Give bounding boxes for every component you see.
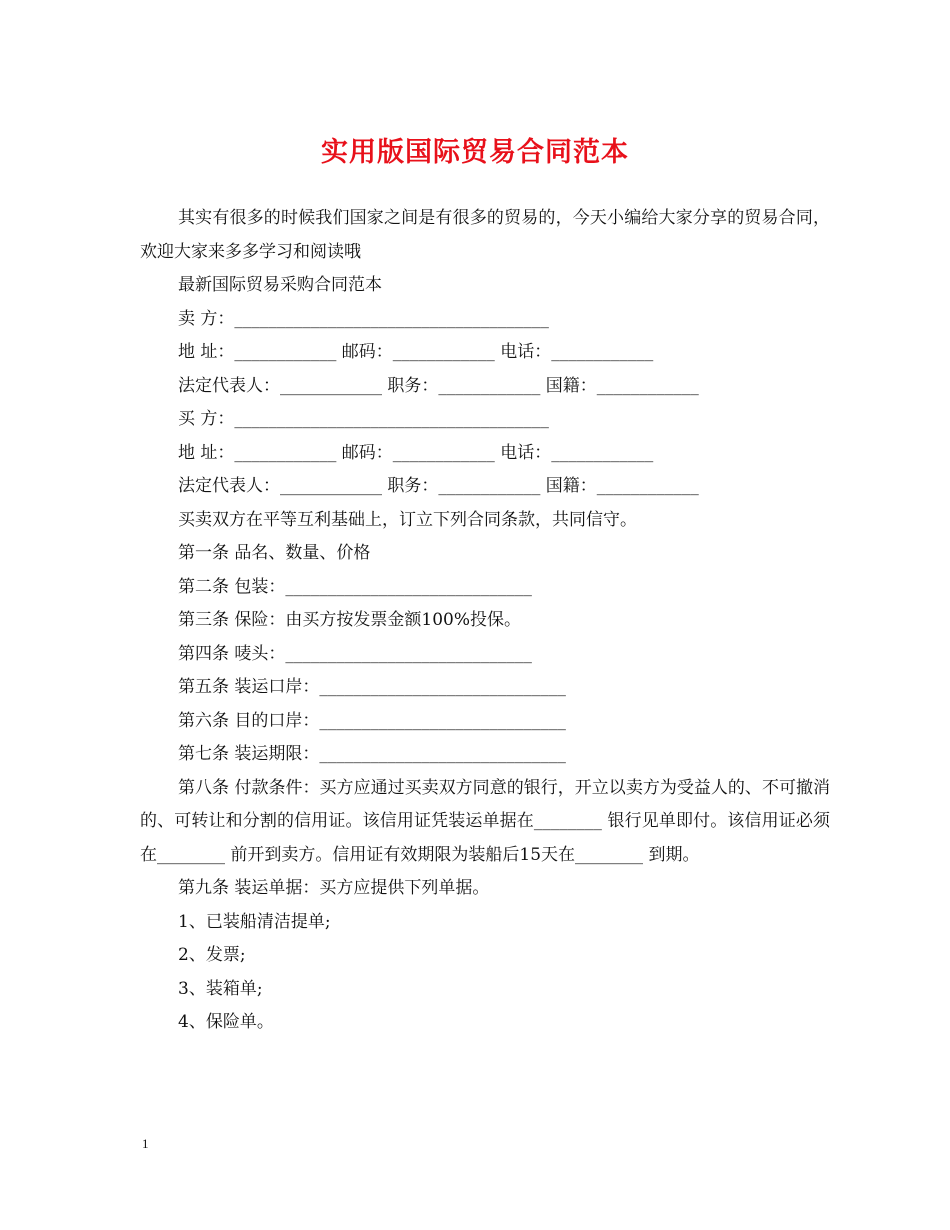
article-4: 第四条 唛头：_____________________________ bbox=[178, 643, 532, 664]
intro-paragraph: 其实有很多的时候我们国家之间是有很多的贸易的，今天小编给大家分享的贸易合同，欢迎大家来多多学习和阅读哦 bbox=[140, 208, 830, 262]
document-body bbox=[140, 202, 830, 1040]
seller-address-line: 地 址：____________ 邮码：____________ 电话：____________ bbox=[178, 342, 654, 362]
article-8: 第八条 付款条件：买方应通过买卖双方同意的银行，开立以卖方为受益人的、不可撤消的、可转让和分割的信用证。该信用证凭装运单据在________ 银行见单即付。该信用证必须在________ 前开到卖方。信用证有效期限为装船后15天在________ 到期。 bbox=[140, 777, 830, 865]
agreement-statement: 买卖双方在平等互利基础上，订立下列合同条款，共同信守。 bbox=[178, 509, 637, 530]
article-5: 第五条 装运口岸：_____________________________ bbox=[178, 677, 566, 697]
page-title: 实用版国际贸易合同范本 bbox=[321, 137, 629, 168]
article-6: 第六条 目的口岸：_____________________________ bbox=[178, 710, 566, 731]
article-9: 第九条 装运单据：买方应提供下列单据。 bbox=[178, 878, 490, 898]
seller-name-line: 卖 方：_____________________________________ bbox=[178, 308, 549, 329]
buyer-name-line: 买 方：_____________________________________ bbox=[178, 409, 549, 429]
article-1: 第一条 品名、数量、价格 bbox=[178, 543, 371, 563]
article-7: 第七条 装运期限：_____________________________ bbox=[178, 744, 566, 764]
article-2: 第二条 包装：_____________________________ bbox=[178, 576, 532, 597]
contract-subtitle: 最新国际贸易采购合同范本 bbox=[178, 275, 382, 295]
shipping-doc-2: 2、发票; bbox=[178, 945, 246, 965]
article-3: 第三条 保险：由买方按发票金额100%投保。 bbox=[178, 610, 522, 630]
shipping-doc-3: 3、装箱单; bbox=[178, 978, 263, 999]
shipping-doc-4: 4、保险单。 bbox=[178, 1012, 274, 1032]
buyer-representative-line: 法定代表人：____________ 职务：____________ 国籍：____________ bbox=[178, 476, 699, 496]
buyer-address-line: 地 址：____________ 邮码：____________ 电话：____________ bbox=[178, 442, 654, 463]
page-number: 1 bbox=[142, 1136, 149, 1151]
shipping-doc-1: 1、已装船清洁提单; bbox=[178, 911, 331, 932]
seller-representative-line: 法定代表人：____________ 职务：____________ 国籍：____________ bbox=[178, 375, 699, 396]
